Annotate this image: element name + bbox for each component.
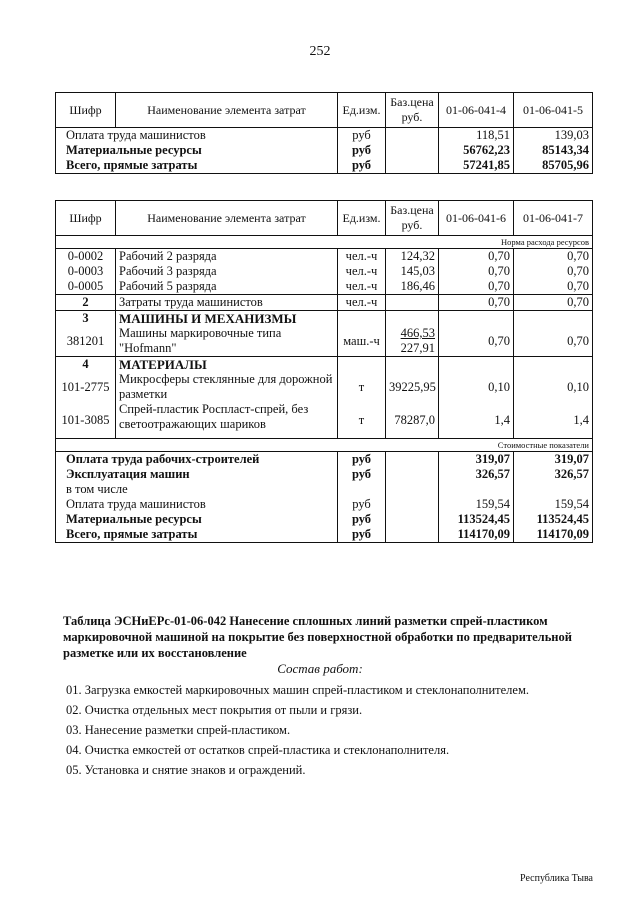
cost-value-a: 113524,45 — [439, 512, 514, 527]
row-unit: руб — [338, 158, 386, 174]
page-number: 252 — [309, 44, 331, 59]
row-value-b: 0,70 — [514, 326, 593, 357]
row-code: 2 — [56, 295, 116, 311]
row-unit: т — [338, 402, 386, 439]
header-code: Шифр — [56, 93, 116, 128]
row-value-a: 57241,85 — [439, 158, 514, 174]
table-row — [56, 128, 593, 144]
row-code: 101-2775 — [56, 372, 116, 402]
cost-name: в том числе — [56, 482, 338, 497]
row-unit: чел.-ч — [338, 264, 386, 279]
header-col-a: 01-06-041-4 — [439, 93, 514, 128]
table-caption: Таблица ЭСНиЕРс-01-06-042 Нанесение сплошных линий разметки спрей-пластиком маркировочной машиной на покрытие без поверхностной обработки по предварительной разметке или их восстановление — [63, 614, 572, 660]
cost-unit: руб — [338, 512, 386, 527]
row-price — [386, 326, 439, 357]
row-unit: руб — [338, 128, 386, 144]
cost-name: Эксплуатация машин — [56, 467, 338, 482]
row-unit: т — [338, 372, 386, 402]
works-heading: Состав работ: — [277, 661, 363, 676]
header-base-price: Баз.цена руб. — [386, 93, 439, 128]
cost-value-b: 114170,09 — [514, 527, 593, 543]
row-code: 101-3085 — [56, 402, 116, 439]
cost-unit: руб — [338, 527, 386, 543]
header-name: Наименование элемента затрат — [116, 201, 338, 236]
table-row — [56, 279, 593, 295]
header-name: Наименование элемента затрат — [116, 93, 338, 128]
table-row — [56, 264, 593, 279]
header-base-price: Баз.цена руб. — [386, 201, 439, 236]
row-value-a: 0,70 — [439, 249, 514, 265]
row-name: Материальные ресурсы — [56, 143, 338, 158]
work-item: 03. Нанесение разметки спрей-пластиком. — [66, 723, 291, 737]
table-row — [56, 372, 593, 402]
row-value-b: 0,70 — [514, 264, 593, 279]
row-unit: чел.-ч — [338, 249, 386, 265]
row-price — [386, 143, 439, 158]
cost-value-a: 159,54 — [439, 497, 514, 512]
cost-note: Стоимостные показатели — [56, 439, 593, 452]
norm-note-row — [56, 236, 593, 249]
norm-note: Норма расхода ресурсов — [56, 236, 593, 249]
row-value-b: 0,70 — [514, 295, 593, 311]
row-value-a: 56762,23 — [439, 143, 514, 158]
header-col-a: 01-06-041-6 — [439, 201, 514, 236]
row-price — [386, 158, 439, 174]
row-value-a: 0,70 — [439, 295, 514, 311]
row-code: 0-0003 — [56, 264, 116, 279]
cost-unit: руб — [338, 467, 386, 482]
row-value-b: 139,03 — [514, 128, 593, 144]
cost-value-a: 319,07 — [439, 452, 514, 468]
table-header-row — [56, 201, 593, 236]
footer-region: Республика Тыва — [520, 873, 593, 884]
row-name: Оплата труда машинистов — [56, 128, 338, 144]
row-unit: чел.-ч — [338, 295, 386, 311]
row-value-a: 0,10 — [439, 372, 514, 402]
section-row — [56, 357, 593, 373]
row-value-b: 0,10 — [514, 372, 593, 402]
cost-row — [56, 527, 593, 543]
row-name: Рабочий 3 разряда — [116, 264, 338, 279]
cost-name: Оплата труда рабочих-строителей — [56, 452, 338, 468]
row-name: Рабочий 2 разряда — [116, 249, 338, 265]
table-row — [56, 402, 593, 439]
row-name: Всего, прямые затраты — [56, 158, 338, 174]
work-item: 04. Очистка емкостей от остатков спрей-пластика и стеклонаполнителя. — [66, 743, 450, 757]
section-code: 3 — [56, 311, 116, 327]
work-item: 01. Загрузка емкостей маркировочных машин спрей-пластиком и стеклонаполнителем. — [66, 683, 530, 697]
row-value-a: 0,70 — [439, 326, 514, 357]
table-header-row — [56, 93, 593, 128]
row-name: Спрей-пластик Роспласт-спрей, без светоотражающих шариков — [116, 402, 338, 439]
row-value-b: 85705,96 — [514, 158, 593, 174]
cost-unit — [338, 482, 386, 497]
row-value-a: 0,70 — [439, 264, 514, 279]
cost-value-b — [514, 482, 593, 497]
row-unit: маш.-ч — [338, 326, 386, 357]
cost-row — [56, 452, 593, 468]
cost-table-2 — [55, 200, 593, 543]
price-top: 466,53 — [400, 326, 435, 340]
table-row — [56, 158, 593, 174]
row-name: Машины маркировочные типа "Hofmann" — [116, 326, 338, 357]
table-row — [56, 295, 593, 311]
cost-row — [56, 512, 593, 527]
row-value-b: 1,4 — [514, 402, 593, 439]
cost-row — [56, 467, 593, 482]
row-code: 0-0005 — [56, 279, 116, 295]
cost-unit: руб — [338, 497, 386, 512]
cost-value-b: 113524,45 — [514, 512, 593, 527]
cost-row — [56, 497, 593, 512]
cost-name: Материальные ресурсы — [56, 512, 338, 527]
section-code: 4 — [56, 357, 116, 373]
cost-value-a: 326,57 — [439, 467, 514, 482]
cost-name: Всего, прямые затраты — [56, 527, 338, 543]
section-row — [56, 311, 593, 327]
cost-value-b: 326,57 — [514, 467, 593, 482]
row-price: 78287,0 — [386, 402, 439, 439]
cost-value-a: 114170,09 — [439, 527, 514, 543]
row-value-a: 1,4 — [439, 402, 514, 439]
header-col-b: 01-06-041-7 — [514, 201, 593, 236]
row-name: Затраты труда машинистов — [116, 295, 338, 311]
table-row — [56, 143, 593, 158]
work-item: 05. Установка и снятие знаков и ограждений. — [66, 763, 306, 777]
row-value-b: 0,70 — [514, 279, 593, 295]
cost-note-row — [56, 439, 593, 452]
row-unit: руб — [338, 143, 386, 158]
table-row — [56, 326, 593, 357]
header-unit: Ед.изм. — [338, 93, 386, 128]
cost-value-b: 159,54 — [514, 497, 593, 512]
cost-value-b: 319,07 — [514, 452, 593, 468]
row-price: 186,46 — [386, 279, 439, 295]
row-price: 124,32 — [386, 249, 439, 265]
header-code: Шифр — [56, 201, 116, 236]
row-price — [386, 295, 439, 311]
row-name: Рабочий 5 разряда — [116, 279, 338, 295]
row-price: 39225,95 — [386, 372, 439, 402]
cost-table-1 — [55, 92, 593, 174]
table-row — [56, 249, 593, 265]
row-price — [386, 128, 439, 144]
cost-row — [56, 482, 593, 497]
row-value-b: 0,70 — [514, 249, 593, 265]
section-title: МАШИНЫ И МЕХАНИЗМЫ — [116, 311, 338, 327]
cost-name: Оплата труда машинистов — [56, 497, 338, 512]
header-col-b: 01-06-041-5 — [514, 93, 593, 128]
row-value-b: 85143,34 — [514, 143, 593, 158]
row-code: 381201 — [56, 326, 116, 357]
row-price: 145,03 — [386, 264, 439, 279]
row-name: Микросферы стеклянные для дорожной разметки — [116, 372, 338, 402]
header-unit: Ед.изм. — [338, 201, 386, 236]
work-item: 02. Очистка отдельных мест покрытия от пыли и грязи. — [66, 703, 363, 717]
price-bottom: 227,91 — [400, 341, 435, 355]
cost-unit: руб — [338, 452, 386, 468]
row-unit: чел.-ч — [338, 279, 386, 295]
row-code: 0-0002 — [56, 249, 116, 265]
section-title: МАТЕРИАЛЫ — [116, 357, 338, 373]
row-value-a: 0,70 — [439, 279, 514, 295]
cost-value-a — [439, 482, 514, 497]
row-value-a: 118,51 — [439, 128, 514, 144]
